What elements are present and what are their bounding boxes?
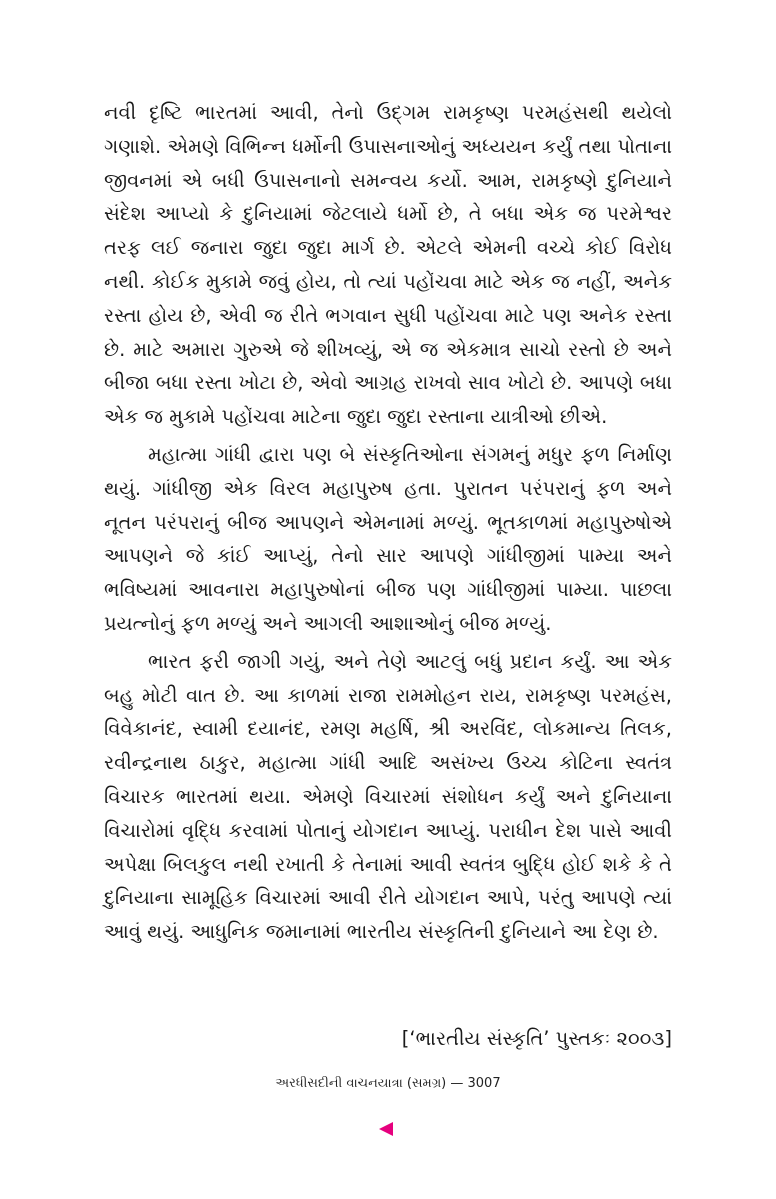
previous-page-button[interactable] (378, 1121, 394, 1137)
source-citation: [‘ભારતીય સંસ્કૃતિ’ પુસ્તકઃ ૨૦૦૩] (401, 1027, 672, 1050)
body-text (104, 96, 672, 953)
paragraph-3: ભારત ફરી જાગી ગયું, અને તેણે આટલું બધું પ્રદાન કર્યું. આ એક બહુ મોટી વાત છે. આ કાળમાં રાજા રામમોહન રાય, રામકૃષ્ણ પરમહંસ, વિવેકાનંદ, સ્વામી દયાનંદ, રમણ મહર્ષિ, શ્રી અરવિંદ, લોકમાન્ય તિલક, રવીન્દ્રનાથ ઠાકુર, મહાત્મા ગાંધી આદિ અસંખ્ય ઉચ્ચ કોટિના સ્વતંત્ર વિચારક ભારતમાં થયા. એમણે વિચારમાં સંશોધન કર્યું અને દુનિયાના વિચારોમાં વૃદ્ધિ કરવામાં પોતાનું યોગદાન આપ્યું. પરાધીન દેશ પાસે આવી અપેક્ષા બિલકુલ નથી રખાતી કે તેનામાં આવી સ્વતંત્ર બુદ્ધિ હોઈ શકે કે તે દુનિયાના સામૂહિક વિચારમાં આવી રીતે યોગદાન આપે, પરંતુ આપણે ત્યાં આવું થયું. આધુનિક જમાનામાં ભારતીય સંસ્કૃતિની દુનિયાને આ દેણ છે. (104, 649, 672, 944)
page-footer: અરધીસદીની વાચનયાત્રા (સમગ્ર) — 3007 (275, 1076, 501, 1091)
paragraph-2: મહાત્મા ગાંધી દ્વારા પણ બે સંસ્કૃતિઓના સંગમનું મધુર ફળ નિર્માણ થયું. ગાંધીજી એક વિરલ મહાપુરુષ હતા. પુરાતન પરંપરાનું ફળ અને નૂતન પરંપરાનું બીજ આપણને એમનામાં મળ્યું. ભૂતકાળમાં મહાપુરુષોએ આપણને જે કાંઈ આપ્યું, તેનો સાર આપણે ગાંધીજીમાં પામ્યા અને ભવિષ્યમાં આવનારા મહાપુરુષોનાં બીજ પણ ગાંધીજીમાં પામ્યા. પાછલા પ્રયત્નોનું ફળ મળ્યું અને આગલી આશાઓનું બીજ મળ્યું. (104, 442, 672, 635)
paragraph-1: નવી દૃષ્ટિ ભારતમાં આવી, તેનો ઉદ્‌ગમ રામકૃષ્ણ પરમહંસથી થયેલો ગણાશે. એમણે વિભિન્ન ધર્મોની ઉપાસનાઓનું અધ્યયન કર્યું તથા પોતાના જીવનમાં એ બધી ઉપાસનાનો સમન્વય કર્યો. આમ, રામકૃષ્ણે દુનિયાને સંદેશ આપ્યો કે દુનિયામાં જેટલાયે ધર્મો છે, તે બધા એક જ પરમેશ્વર તરફ લઈ જનારા જુદા જુદા માર્ગ છે. એટલે એમની વચ્ચે કોઈ વિરોધ નથી. કોઈક મુકામે જવું હોય, તો ત્યાં પહોંચવા માટે એક જ નહીં, અનેક રસ્તા હોય છે, એવી જ રીતે ભગવાન સુધી પહોંચવા માટે પણ અનેક રસ્તા છે. માટે અમારા ગુરુએ જે શીખવ્યું, એ જ એકમાત્ર સાચો રસ્તો છે અને બીજા બધા રસ્તા ખોટા છે, એવો આગ્રહ રાખવો સાવ ખોટો છે. આપણે બધા એક જ મુકામે પહોંચવા માટેના જુદા જુદા રસ્તાના યાત્રીઓ છીએ. (104, 101, 672, 429)
triangle-left-icon (378, 1121, 394, 1137)
